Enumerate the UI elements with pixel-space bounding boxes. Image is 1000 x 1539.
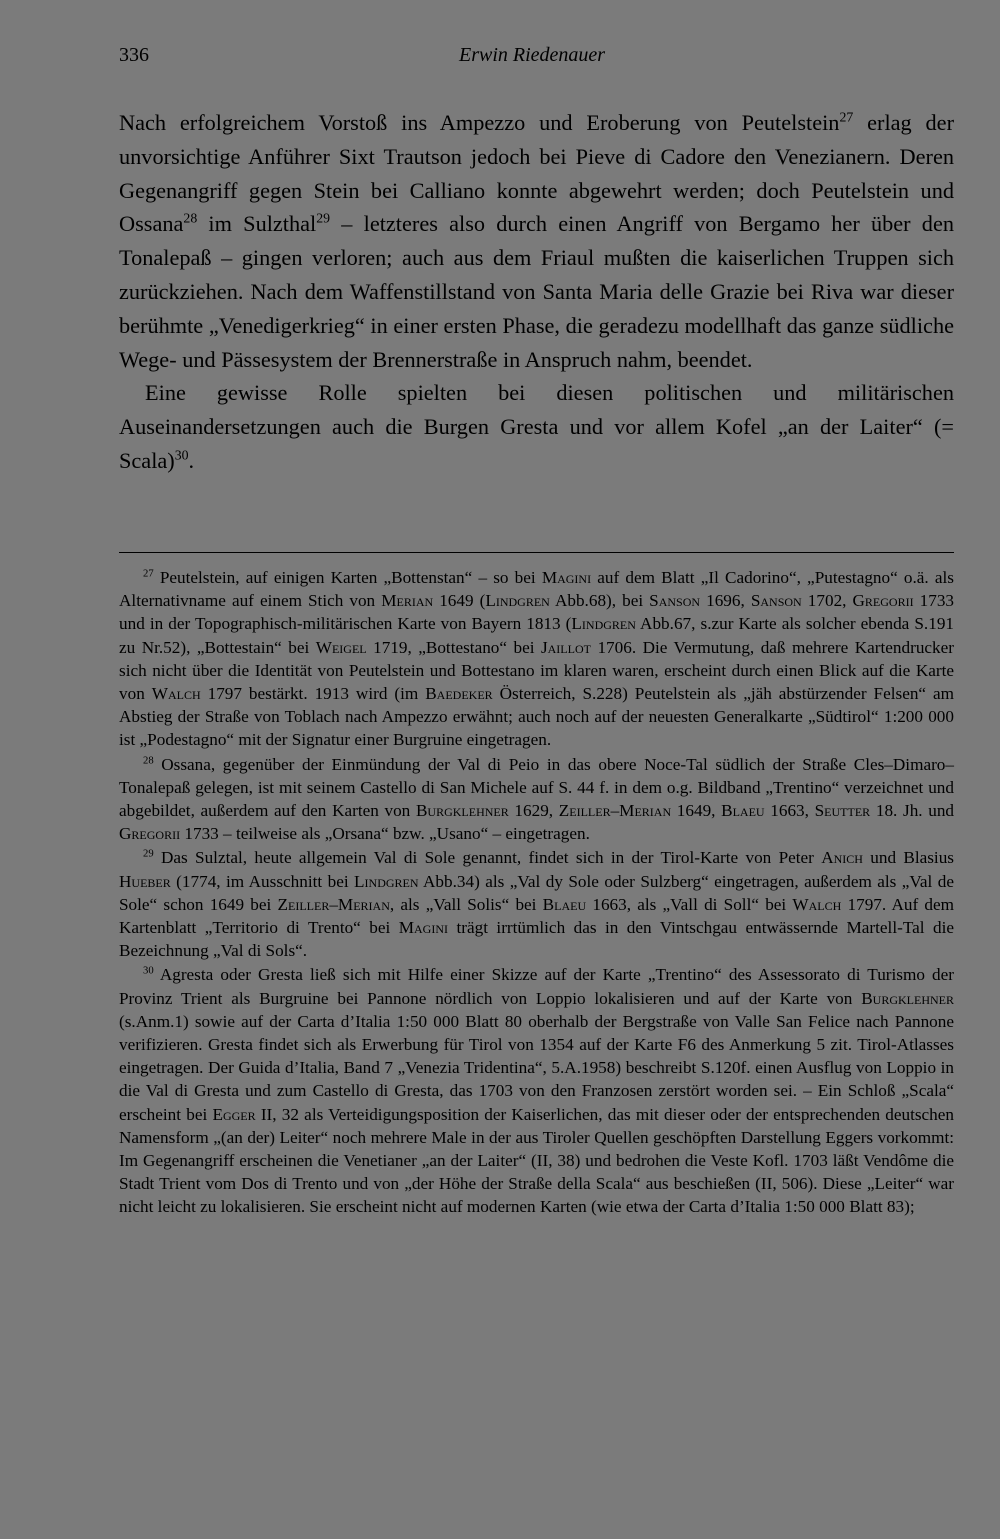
text-run: 1733 und in der Topographisch-militärischen Karte von Bayern 1813 ( bbox=[119, 591, 954, 634]
author-name: Walch bbox=[792, 894, 842, 914]
text-run: 1797 bestärkt. 1913 wird (im bbox=[200, 684, 426, 704]
footnote-marker: 28 bbox=[143, 755, 154, 767]
author-name: Zeiller–Merian bbox=[558, 801, 672, 821]
author-name: Merian bbox=[381, 591, 434, 611]
author-name: Jaillot bbox=[540, 637, 591, 657]
footnotes bbox=[119, 566, 954, 1219]
text-run: 1702, bbox=[801, 591, 853, 611]
text-run: Österreich, S.228) Peutelstein als „jäh abstürzender Felsen“ am Abstieg der Straße von Toblach nach Ampezzo erwähnt; auch noch auf der neuesten Generalkarte „Südtirol“ 1:200 000 ist „Podestagno“ mit der Signatur einer Burgruine eingetragen. bbox=[119, 684, 955, 750]
footnote-28 bbox=[119, 753, 954, 846]
author-name: Lindgren bbox=[354, 871, 419, 891]
footnote-marker: 29 bbox=[316, 211, 331, 227]
author-name: Magini bbox=[398, 918, 449, 938]
text-run: Eine gewisse Rolle spielten bei diesen politischen und militärischen Auseinandersetzungen auch die Burgen Gresta und vor allem Kofel „an der Laiter“ (= Scala) bbox=[119, 380, 954, 473]
text-run: Nach erfolgreichem Vorstoß ins Ampezzo und Eroberung von Peutelstein bbox=[119, 110, 840, 135]
text-run: 18. Jh. und bbox=[870, 801, 955, 821]
body-paragraph bbox=[119, 376, 954, 477]
author-name: Burgklehner bbox=[415, 801, 509, 821]
author-name: Seutter bbox=[814, 801, 871, 821]
text-run: Ossana, gegenüber der Einmündung der Val di Peio in das obere Noce-Tal südlich der Straße Cles–Dimaro–Tonalepaß gelegen, ist mit seinem Castello di San Michele auf S. 44 f. in dem o.g. Bildband „Trentino“ verzeichnet und abgebildet, außerdem auf den Karten von bbox=[119, 754, 954, 821]
text-run: 1797. Auf dem Kartenblatt „Territorio di Trento“ bei bbox=[119, 894, 954, 938]
text-run: auf dem Blatt „Il Cadorino“, „Putestagno“ o.ä. als Alternativname auf einem Stich von bbox=[119, 568, 954, 611]
text-run: trägt irrtümlich das in den Vintschgau entwässernde Martell-Tal die Bezeichnung „Val di Sols“. bbox=[119, 918, 954, 961]
text-run: . bbox=[188, 447, 195, 473]
text-run: (s.Anm.1) sowie auf der Carta d’Italia 1:50 000 Blatt 80 oberhalb der Bergstraße von Valle San Felice nach Pannone verifizieren. Gresta findet sich als Erwerbung für Tirol von 1354 auf der Karte F6 des Anmerkung 5 zit. Tirol-Atlasses eingetragen. Der Guida d’Italia, Band 7 „Venezia Tridentina“, 5.A.1958) beschreibt S.120f. einen Ausflug von Loppio in die Val di Gresta und zum Castello di Gresta, das 1703 von den Franzosen zerstört worden sei. – Ein Schloß „Scala“ erscheint bei bbox=[119, 1011, 954, 1124]
author-name: Blaeu bbox=[721, 801, 765, 821]
text-run: 1663, als „Vall di Soll“ bei bbox=[586, 894, 793, 914]
text-run: und Blasius bbox=[862, 848, 954, 868]
footnote-marker: 28 bbox=[183, 211, 198, 227]
page-number: 336 bbox=[119, 44, 149, 66]
text-run: Agresta oder Gresta ließ sich mit Hilfe einer Skizze auf der Karte „Trentino“ des Assessorato di Turismo der Provinz Trient als Burgruine bei Pannone nördlich von Loppio lokalisieren und auf der Karte von bbox=[119, 965, 954, 1008]
running-head: Erwin Riedenauer bbox=[459, 44, 606, 66]
author-name: Sanson bbox=[750, 591, 802, 611]
footnote-marker: 27 bbox=[839, 109, 854, 125]
author-name: Lindgren bbox=[485, 591, 550, 611]
text-run: 1706. Die Vermutung, daß mehrere Kartendrucker sich nicht über die Identität von Peutelstein und Bottestano im klaren waren, erscheint durch einen Blick auf die Karte von bbox=[119, 637, 954, 704]
text-run: 1649, bbox=[671, 801, 722, 821]
page-header bbox=[119, 44, 954, 72]
author-name: Egger bbox=[212, 1104, 256, 1124]
author-name: Blaeu bbox=[542, 894, 587, 914]
author-name: Burgklehner bbox=[861, 988, 954, 1008]
text-run: Das Sulztal, heute allgemein Val di Sole genannt, findet sich in der Tirol-Karte von Peter bbox=[153, 848, 822, 868]
footnote-marker: 30 bbox=[143, 966, 154, 978]
author-name: Magini bbox=[541, 568, 592, 587]
text-run: (1774, im Ausschnitt bei bbox=[170, 871, 355, 891]
footnote-marker: 29 bbox=[143, 849, 154, 861]
text-run: 1649 ( bbox=[433, 591, 486, 611]
text-run: 1663, bbox=[764, 801, 815, 821]
text-run: 1629, bbox=[508, 801, 559, 821]
text-run: Abb.34) als „Val dy Sole oder Sulzberg“ eingetragen, außerdem als „Val de Sole“ schon 1649 bei bbox=[119, 871, 954, 914]
text-run: Peutelstein, auf einigen Karten „Bottenstan“ – so bei bbox=[153, 568, 542, 587]
text-run: 1696, bbox=[700, 591, 751, 611]
body-text bbox=[119, 106, 954, 478]
author-name: Zeiller–Merian bbox=[277, 894, 390, 914]
footnote-30 bbox=[119, 963, 954, 1218]
text-run: im Sulzthal bbox=[197, 211, 317, 237]
footnote-separator bbox=[119, 552, 954, 553]
text-run: – letzteres also durch einen Angriff von Bergamo her über den Tonalepaß – gingen verloren; auch aus dem Friaul mußten die kaiserlichen Truppen sich zurückziehen. Nach dem Waffenstillstand von Santa Maria delle Grazie bei Riva war dieser berühmte „Venedigerkrieg“ in einer ersten Phase, die geradezu modellhaft das ganze südliche Wege- und Pässesystem der Brennerstraße in Anspruch nahm, beendet. bbox=[119, 211, 954, 372]
author-name: Lindgren bbox=[571, 614, 636, 634]
text-run: erlag der unvorsichtige Anführer Sixt Trautson jedoch bei Pieve di Cadore den Venezianern. Deren Gegenangriff gegen Stein bei Calliano konnte abgewehrt werden; doch Peutelstein und Ossana bbox=[119, 110, 954, 237]
text-run: Abb.68), bei bbox=[549, 591, 650, 611]
text-run: 1719, „Bottestano“ bei bbox=[366, 637, 541, 657]
author-name: Anich bbox=[821, 848, 863, 868]
author-name: Weigel bbox=[315, 637, 367, 657]
footnote-marker: 30 bbox=[174, 447, 189, 463]
footnote-marker: 27 bbox=[143, 568, 154, 580]
author-name: Gregorii bbox=[852, 591, 914, 611]
text-run: Abb.67, s.zur Karte als solcher ebenda S.191 zu Nr.52), „Bottestain“ bei bbox=[119, 614, 955, 657]
footnote-27 bbox=[119, 566, 954, 752]
text-run: , als „Vall Solis“ bei bbox=[389, 894, 543, 914]
body-paragraph bbox=[119, 106, 954, 376]
author-name: Walch bbox=[151, 684, 201, 704]
author-name: Baedeker bbox=[425, 684, 493, 704]
text-run: II, 32 als Verteidigungsposition der Kaiserlichen, das mit dieser oder der entsprechenden deutschen Namensform „(an der) Leiter“ noch mehrere Male in der aus Tiroler Quellen geschöpften Darstellung Eggers vorkommt: Im Gegenangriff erscheinen die Venetianer „an der Laiter“ (II, 38) und bedrohen die Veste Kofl. 1703 läßt Vendôme die Stadt Trient vom Dos di Trento und von „der Höhe der Straße della Scala“ aus beschießen (II, 506). Diese „Leiter“ war nicht leicht zu lokalisieren. Sie erscheint nicht auf modernen Karten (wie etwa der Carta d’Italia 1:50 000 Blatt 83); bbox=[119, 1104, 954, 1217]
author-name: Sanson bbox=[649, 591, 701, 611]
text-run: 1733 – teilweise als „Orsana“ bzw. „Usano“ – eingetragen. bbox=[180, 824, 590, 844]
author-name: Gregorii bbox=[119, 824, 181, 844]
author-name: Hueber bbox=[119, 871, 171, 891]
footnote-29 bbox=[119, 846, 954, 962]
